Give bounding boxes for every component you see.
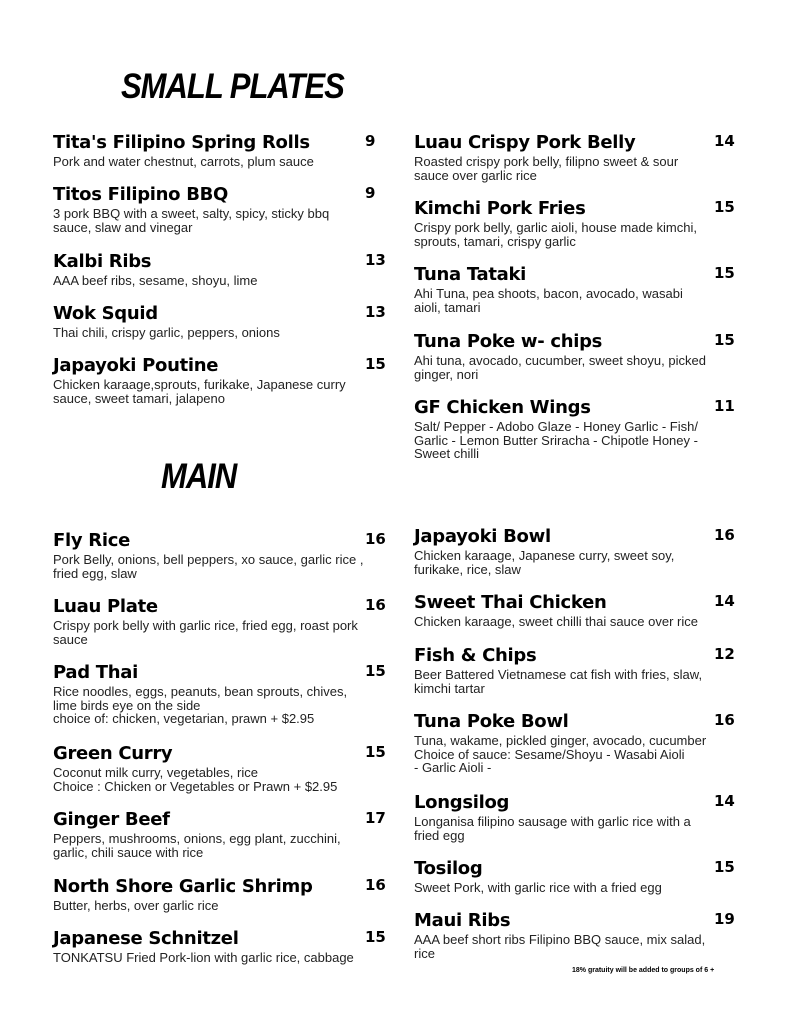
item-price: 13 bbox=[365, 251, 386, 269]
item-price: 15 bbox=[714, 858, 735, 876]
item-name: Tuna Poke Bowl bbox=[414, 711, 569, 732]
item-description: Longanisa filipino sausage with garlic rice with a fried egg bbox=[414, 814, 691, 843]
gratuity-note: 18% gratuity will be added to groups of 6 + bbox=[572, 967, 715, 974]
item-price: 12 bbox=[714, 645, 735, 663]
item-price: 16 bbox=[365, 596, 386, 614]
item-description: Chicken karaage, Japanese curry, sweet soy, furikake, rice, slaw bbox=[414, 548, 675, 577]
item-price: 15 bbox=[714, 264, 735, 282]
item-description: TONKATSU Fried Pork-lion with garlic rice, cabbage bbox=[53, 950, 354, 965]
item-description: AAA beef short ribs Filipino BBQ sauce, mix salad, rice bbox=[414, 932, 706, 961]
item-description: Crispy pork belly with garlic rice, fried egg, roast pork sauce bbox=[53, 618, 358, 647]
item-description: Ahi Tuna, pea shoots, bacon, avocado, wasabi aioli, tamari bbox=[414, 286, 683, 315]
item-price: 15 bbox=[365, 355, 386, 373]
item-price: 19 bbox=[714, 910, 735, 928]
item-name: Ginger Beef bbox=[53, 809, 170, 830]
item-name: Fly Rice bbox=[53, 530, 130, 551]
item-price: 15 bbox=[365, 743, 386, 761]
item-name: Fish & Chips bbox=[414, 645, 537, 666]
item-description: 3 pork BBQ with a sweet, salty, spicy, sticky bbq sauce, slaw and vinegar bbox=[53, 206, 330, 235]
item-description: Butter, herbs, over garlic rice bbox=[53, 898, 219, 913]
item-price: 16 bbox=[714, 526, 735, 544]
item-name: Luau Crispy Pork Belly bbox=[414, 132, 636, 153]
item-description: Beer Battered Vietnamese cat fish with fries, slaw, kimchi tartar bbox=[414, 667, 703, 696]
item-name: Kalbi Ribs bbox=[53, 251, 152, 272]
item-name: Titos Filipino BBQ bbox=[53, 184, 229, 205]
item-price: 14 bbox=[714, 592, 735, 610]
item-description: AAA beef ribs, sesame, shoyu, lime bbox=[53, 273, 258, 288]
item-name: Wok Squid bbox=[53, 303, 158, 324]
item-description: Thai chili, crispy garlic, peppers, onions bbox=[53, 325, 280, 340]
small-plates-title: SMALL PLATES bbox=[121, 66, 344, 107]
item-price: 13 bbox=[365, 303, 386, 321]
item-price: 16 bbox=[365, 876, 386, 894]
item-name: Kimchi Pork Fries bbox=[414, 198, 586, 219]
item-description: Salt/ Pepper - Adobo Glaze - Honey Garlic - Fish/ Garlic - Lemon Butter Sriracha - Chipotle Honey - Sweet chilli bbox=[414, 419, 698, 461]
item-price: 17 bbox=[365, 809, 386, 827]
item-name: Japayoki Bowl bbox=[414, 526, 551, 547]
item-name: Tuna Tataki bbox=[414, 264, 527, 285]
item-name: Tuna Poke w- chips bbox=[414, 331, 603, 352]
item-price: 15 bbox=[714, 198, 735, 216]
item-name: Japanese Schnitzel bbox=[53, 928, 239, 949]
item-name: Maui Ribs bbox=[414, 910, 511, 931]
item-description: Rice noodles, eggs, peanuts, bean sprouts, chives, lime birds eye on the side choice of: chicken, vegetarian, prawn + $2.95 bbox=[53, 684, 348, 726]
item-description: Pork and water chestnut, carrots, plum sauce bbox=[53, 154, 314, 169]
item-description: Tuna, wakame, pickled ginger, avocado, cucumber Choice of sauce: Sesame/Shoyu - Wasabi Aioli - Garlic Aioli - bbox=[414, 733, 707, 775]
item-price: 15 bbox=[365, 662, 386, 680]
item-description: Chicken karaage, sweet chilli thai sauce over rice bbox=[414, 614, 698, 629]
item-price: 15 bbox=[365, 928, 386, 946]
item-price: 14 bbox=[714, 792, 735, 810]
item-price: 14 bbox=[714, 132, 735, 150]
item-name: Longsilog bbox=[414, 792, 510, 813]
item-description: Coconut milk curry, vegetables, rice Choice : Chicken or Vegetables or Prawn + $2.95 bbox=[53, 765, 338, 794]
item-name: North Shore Garlic Shrimp bbox=[53, 876, 313, 897]
item-name: Luau Plate bbox=[53, 596, 158, 617]
item-price: 9 bbox=[365, 184, 376, 202]
item-name: Japayoki Poutine bbox=[53, 355, 219, 376]
item-description: Pork Belly, onions, bell peppers, xo sauce, garlic rice , fried egg, slaw bbox=[53, 552, 364, 581]
item-price: 11 bbox=[714, 397, 735, 415]
item-name: Tosilog bbox=[414, 858, 483, 879]
item-price: 9 bbox=[365, 132, 376, 150]
item-price: 15 bbox=[714, 331, 735, 349]
item-name: GF Chicken Wings bbox=[414, 397, 591, 418]
item-description: Crispy pork belly, garlic aioli, house made kimchi, sprouts, tamari, crispy garlic bbox=[414, 220, 697, 249]
item-price: 16 bbox=[714, 711, 735, 729]
item-name: Tita's Filipino Spring Rolls bbox=[53, 132, 310, 153]
item-description: Peppers, mushrooms, onions, egg plant, zucchini, garlic, chili sauce with rice bbox=[53, 831, 341, 860]
item-description: Chicken karaage,sprouts, furikake, Japanese curry sauce, sweet tamari, jalapeno bbox=[53, 377, 346, 406]
item-description: Roasted crispy pork belly, filipno sweet & sour sauce over garlic rice bbox=[414, 154, 679, 183]
item-name: Green Curry bbox=[53, 743, 173, 764]
item-name: Pad Thai bbox=[53, 662, 139, 683]
item-description: Sweet Pork, with garlic rice with a fried egg bbox=[414, 880, 662, 895]
item-name: Sweet Thai Chicken bbox=[414, 592, 607, 613]
item-description: Ahi tuna, avocado, cucumber, sweet shoyu, picked ginger, nori bbox=[414, 353, 706, 382]
main-title: MAIN bbox=[161, 456, 237, 497]
item-price: 16 bbox=[365, 530, 386, 548]
